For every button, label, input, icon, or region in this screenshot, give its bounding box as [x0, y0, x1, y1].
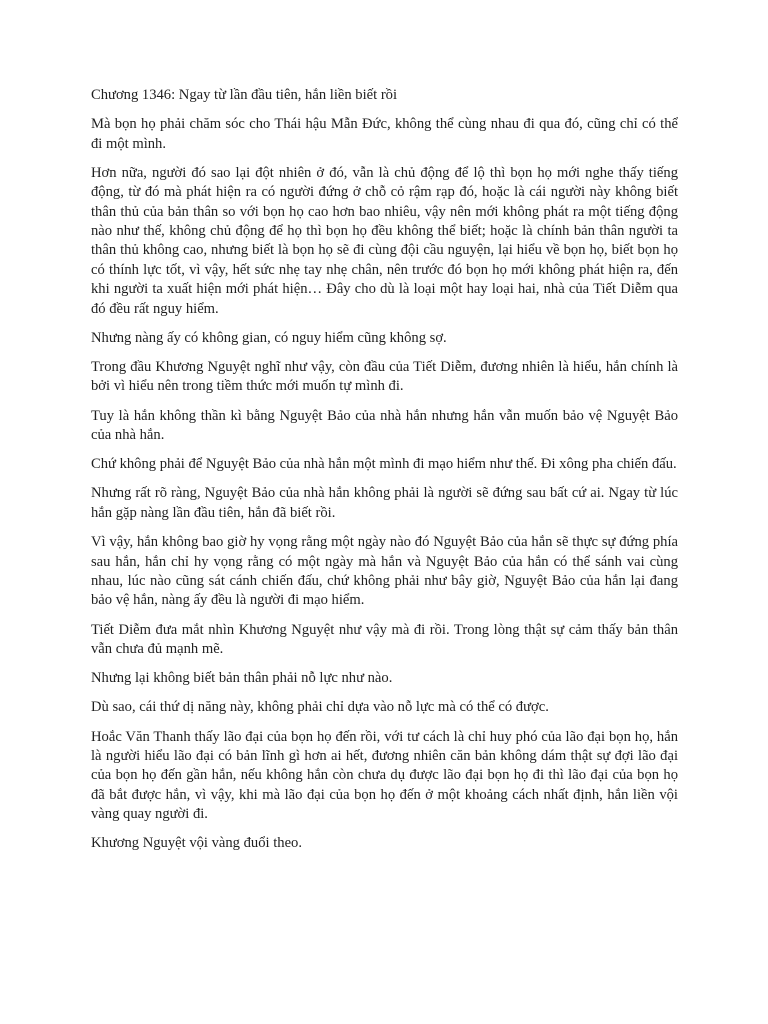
- paragraph: Tiết Diễm đưa mắt nhìn Khương Nguyệt như vậy mà đi rồi. Trong lòng thật sự cảm thấy bản thân vẫn chưa đủ mạnh mẽ.: [91, 621, 678, 657]
- paragraph: Khương Nguyệt vội vàng đuổi theo.: [91, 835, 302, 852]
- chapter-heading: Chương 1346: Ngay từ lần đầu tiên, hắn liền biết rồi: [91, 87, 398, 103]
- paragraph: Hoắc Văn Thanh thấy lão đại của bọn họ đến rồi, với tư cách là chỉ huy phó của lão đại bọn họ, hắn là người hiểu lão đại có bản lĩnh gì hơn ai hết, đương nhiên căn bản không dám thật sự đợi lão đại của bọn họ đến gần hắn, nếu không hắn còn chưa dụ được lão đại bọn họ đi thì lão đại của bọn họ đã bắt được hắn, vì vậy, khi mà lão đại của bọn họ đến ở một khoảng cách nhất định, hắn liền vội vàng quay người đi.: [91, 728, 678, 823]
- paragraph: Chứ không phải để Nguyệt Bảo của nhà hắn một mình đi mạo hiểm như thế. Đi xông pha chiến đấu.: [91, 456, 677, 473]
- document-page: [91, 86, 678, 864]
- paragraph: Mà bọn họ phải chăm sóc cho Thái hậu Mẫn Đức, không thể cùng nhau đi qua đó, cũng chỉ có thể đi một mình.: [91, 116, 678, 152]
- paragraph: Tuy là hắn không thần kì bằng Nguyệt Bảo của nhà hắn nhưng hắn vẫn muốn bảo vệ Nguyệt Bảo của nhà hắn.: [91, 407, 678, 444]
- paragraph: Trong đầu Khương Nguyệt nghĩ như vậy, còn đầu của Tiết Diễm, đương nhiên là hiểu, hắn chính là bởi vì hiểu nên trong tiềm thức mới muốn tự mình đi.: [91, 359, 678, 395]
- paragraph: Vì vậy, hắn không bao giờ hy vọng rằng một ngày nào đó Nguyệt Bảo của hắn sẽ thực sự đứng phía sau hắn, hắn chỉ hy vọng rằng có một ngày mà hắn và Nguyệt Bảo của hắn có thể sánh vai cùng nhau, lúc nào cũng sát cánh chiến đấu, chứ không phải như bây giờ, Nguyệt Bảo của hắn lại đang bảo vệ hắn, nàng ấy đều là người đi mạo hiểm.: [91, 534, 678, 609]
- paragraph: Nhưng lại không biết bản thân phải nỗ lực như nào.: [91, 670, 393, 687]
- paragraph: Nhưng rất rõ ràng, Nguyệt Bảo của nhà hắn không phải là người sẽ đứng sau bất cứ ai. Ngay từ lúc hắn gặp nàng lần đầu tiên, hắn đã biết rồi.: [91, 485, 678, 521]
- paragraph: Hơn nữa, người đó sao lại đột nhiên ở đó, vẫn là chủ động để lộ thì bọn họ mới nghe thấy tiếng động, từ đó mà phát hiện ra có người đứng ở chỗ cỏ rậm rạp đó, hoặc là cái người này không biết thân thủ của bản thân so với bọn họ cao hơn bao nhiêu, vậy nên mới không phát ra một tiếng động nào như thế, không chủ động để họ thì bọn họ đều không thể biết; hoặc là chính bản thân người ta thân thủ không cao, nhưng biết là bọn họ sẽ đi cùng đội cầu nguyện, lại hiểu về bọn họ, biết bọn họ có thính lực tốt, vì vậy, hết sức nhẹ tay nhẹ chân, nên trước đó bọn họ mới không phát hiện ra, đến khi người ta xuất hiện mới phát hiện… Đây cho dù là loại một hay loại hai, nhà của Tiết Diễm qua đó đều rất nguy hiểm.: [91, 164, 678, 317]
- paragraph: Dù sao, cái thứ dị năng này, không phải chỉ dựa vào nỗ lực mà có thể có được.: [91, 699, 549, 716]
- paragraph: Nhưng nàng ấy có không gian, có nguy hiểm cũng không sợ.: [91, 329, 447, 346]
